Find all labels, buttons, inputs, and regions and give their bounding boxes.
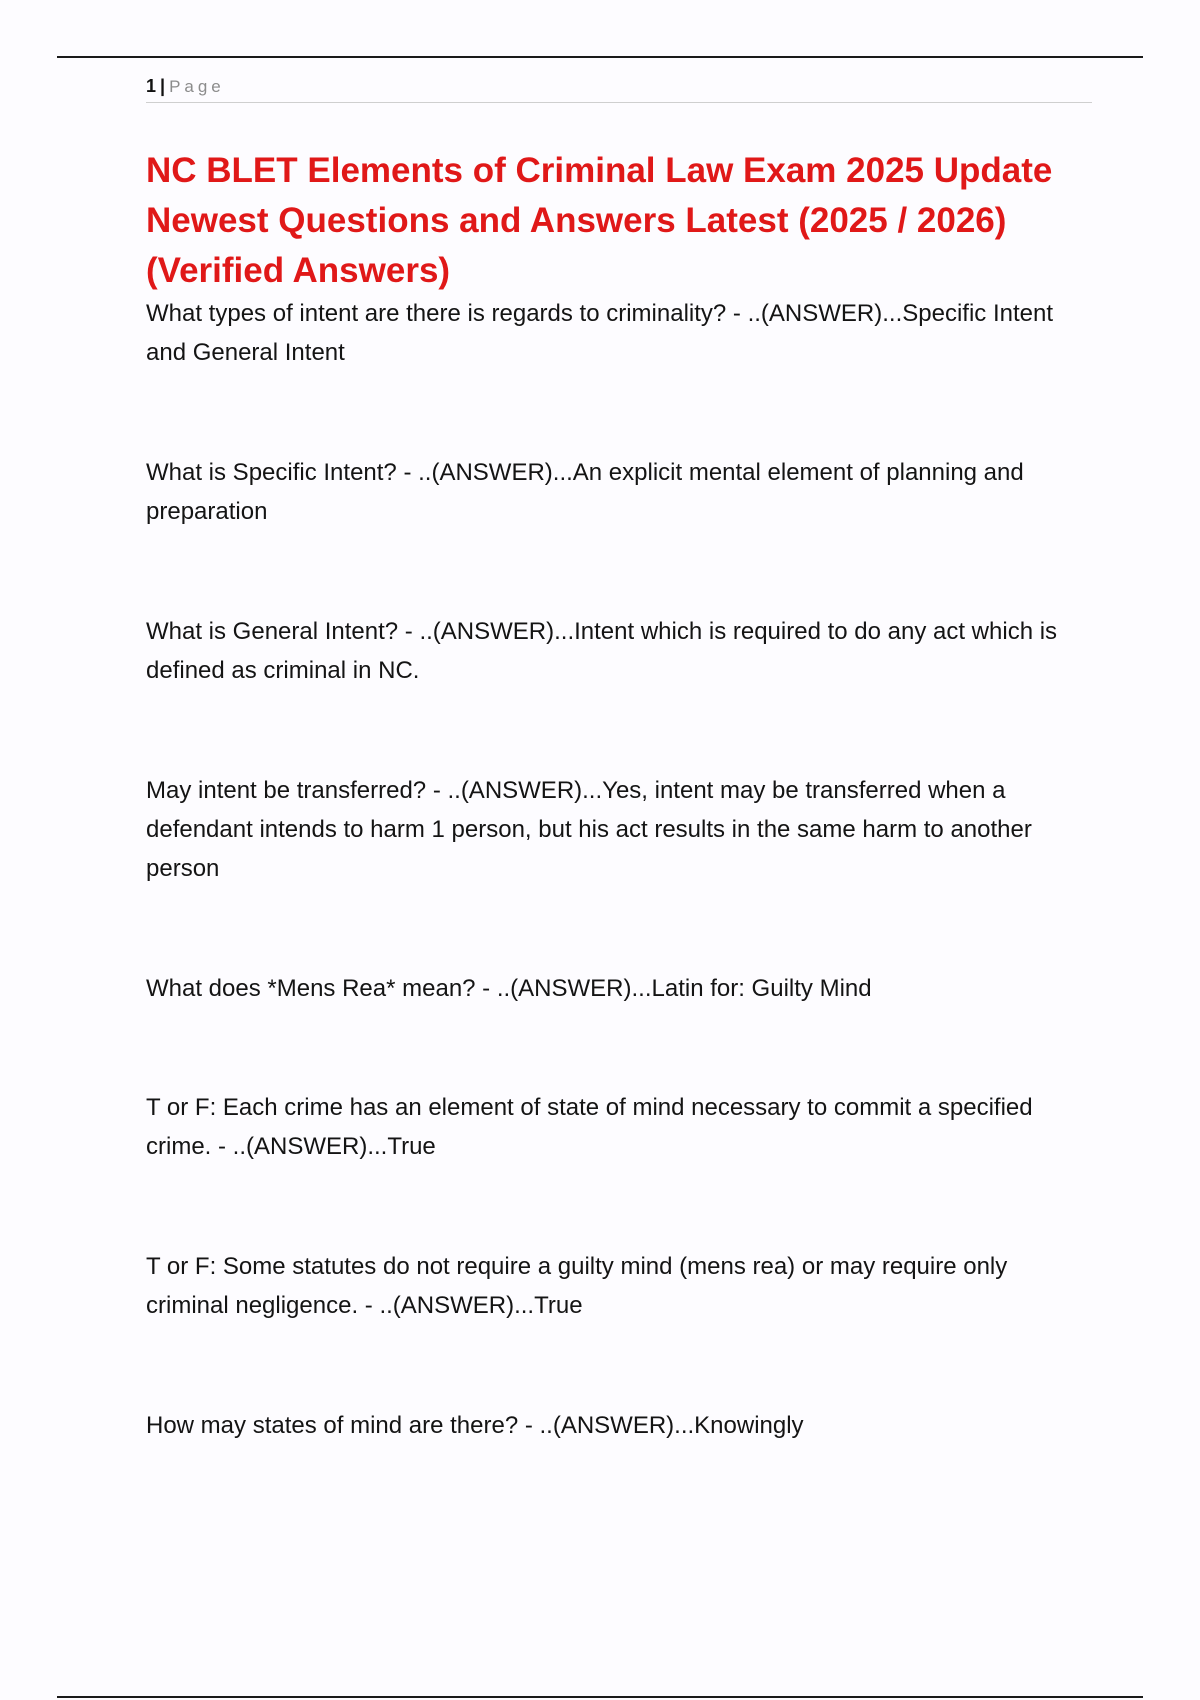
- qa-item: What is General Intent? - ..(ANSWER)...Intent which is required to do any act which is defined as criminal in NC.: [146, 618, 1058, 684]
- qa-list: [146, 294, 1096, 1445]
- page-separator: |: [160, 76, 166, 96]
- page-number: 1: [146, 76, 157, 96]
- document-title: NC BLET Elements of Criminal Law Exam 2025 Update Newest Questions and Answers Latest (2025 / 2026) (Verified Answers): [146, 151, 1053, 290]
- bottom-rule: [57, 1696, 1143, 1698]
- qa-item: How may states of mind are there? - ..(ANSWER)...Knowingly: [146, 1412, 804, 1439]
- page-label: Page: [169, 77, 225, 96]
- qa-item: What does *Mens Rea* mean? - ..(ANSWER)...Latin for: Guilty Mind: [146, 975, 872, 1002]
- qa-item: What types of intent are there is regards to criminality? - ..(ANSWER)...Specific Intent and General Intent: [146, 300, 1053, 366]
- qa-item: May intent be transferred? - ..(ANSWER)...Yes, intent may be transferred when a defendant intends to harm 1 person, but his act results in the same harm to another person: [146, 777, 1032, 882]
- qa-item: T or F: Some statutes do not require a guilty mind (mens rea) or may require only criminal negligence. - ..(ANSWER)...True: [146, 1253, 1008, 1319]
- qa-item: What is Specific Intent? - ..(ANSWER)...An explicit mental element of planning and preparation: [146, 459, 1024, 525]
- top-rule: [57, 56, 1143, 58]
- page-header: [146, 74, 1092, 103]
- qa-item: T or F: Each crime has an element of state of mind necessary to commit a specified crime. - ..(ANSWER)...True: [146, 1094, 1033, 1160]
